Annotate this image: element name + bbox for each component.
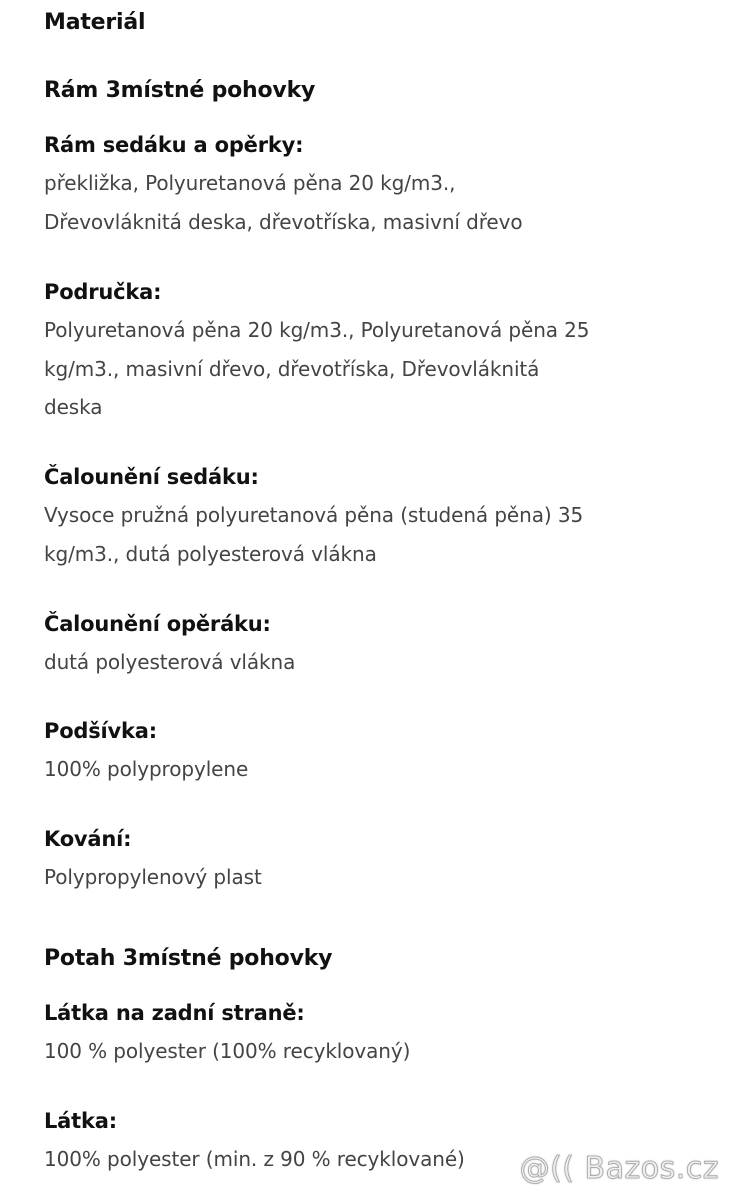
material-label: Podšívka: [44,719,157,743]
material-label: Područka: [44,280,162,304]
material-item-back-fabric [44,994,704,1071]
material-item-fittings [44,820,704,897]
material-label: Látka na zadní straně: [44,1001,305,1025]
material-item-lining [44,712,704,789]
section-title-cover: Potah 3místné pohovky [44,946,333,971]
material-value-line: 100% polypropylene [44,757,249,781]
material-value-line: 100% polyester (min. z 90 % recyklované) [44,1147,465,1171]
material-label: Čalounění sedáku: [44,465,259,489]
material-value-line: deska [44,395,103,419]
material-value-line: kg/m3., dutá polyesterová vlákna [44,541,377,566]
material-value-line: Vysoce pružná polyuretanová pěna (studená pěna) 35 [44,503,584,527]
page-title: Materiál [44,10,146,35]
material-value-line: Polypropylenový plast [44,865,262,889]
material-label: Kování: [44,827,132,851]
material-item-armrest [44,273,704,427]
material-label: Čalounění opěráku: [44,612,271,636]
section-title-frame: Rám 3místné pohovky [44,78,316,103]
material-label: Rám sedáku a opěrky: [44,133,304,157]
bazos-watermark: @(( Bazos.cz [519,1151,719,1186]
material-item-seat-backrest-frame [44,126,704,241]
material-label: Látka: [44,1109,117,1133]
material-value-line: kg/m3., masivní dřevo, dřevotříska, Dřevovláknitá [44,356,540,381]
material-value-line: Dřevovláknitá deska, dřevotříska, masivní dřevo [44,209,523,234]
material-item-backrest-upholstery [44,605,704,682]
material-value-line: překližka, Polyuretanová pěna 20 kg/m3., [44,171,456,195]
material-value-line: Polyuretanová pěna 20 kg/m3., Polyuretanová pěna 25 [44,318,590,342]
material-value-line: 100 % polyester (100% recyklovaný) [44,1039,411,1063]
material-item-seat-upholstery [44,458,704,573]
material-value-line: dutá polyesterová vlákna [44,650,296,674]
